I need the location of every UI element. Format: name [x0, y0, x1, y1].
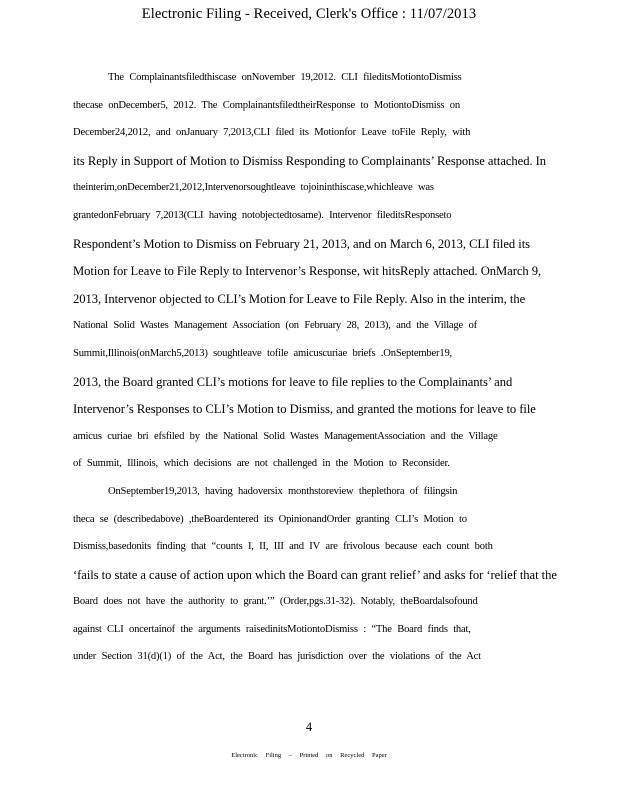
page-number: 4: [305, 720, 313, 734]
text-line: against CLI oncertainof the arguments raisedinitsMotiontoDismiss : “The Board finds that,: [73, 623, 471, 635]
text-line: Board does not have the authority to grant.’” (Order,pgs.31-32). Notably, theBoardalsofound: [73, 596, 478, 608]
text-line: National Solid Wastes Management Association (on February 28, 2013), and the Village of: [73, 320, 477, 332]
text-line: ‘fails to state a cause of action upon which the Board can grant relief’ and asks for ‘relief that the: [73, 567, 557, 582]
text-line: 2013, the Board granted CLI’s motions for leave to file replies to the Complainants’ and: [73, 374, 513, 389]
text-line: thecase onDecember5, 2012. The ComplainantsfiledtheirResponse to MotiontoDismiss on: [73, 99, 460, 111]
text-line: Intervenor’s Responses to CLI’s Motion to Dismiss, and granted the motions for leave to file: [73, 402, 536, 417]
filing-stamp-header: Electronic Filing - Received, Clerk's Office : 11/07/2013: [141, 6, 477, 22]
text-line: December24,2012, and onJanuary 7,2013,CLI filed its Motionfor Leave toFile Reply, with: [73, 127, 471, 139]
text-line: amicus curiae bri efsfiled by the National Solid Wastes ManagementAssociation and the Village: [73, 430, 498, 442]
text-line: OnSeptember19,2013, having hadoversix monthstoreview theplethora of filingsin: [108, 485, 458, 497]
text-line: theinterim,onDecember21,2012,Intervenorsoughtleave tojoininthiscase,whichleave was: [73, 182, 434, 194]
text-line: Summit,Illinois(onMarch5,2013) soughtleave tofile amicuscuriae briefs .OnSeptember19,: [73, 347, 452, 359]
text-line: Respondent’s Motion to Dismiss on February 21, 2013, and on March 6, 2013, CLI filed its: [73, 236, 530, 251]
text-line: The Complainantsfiledthiscase onNovember 19,2012. CLI fileditsMotiontoDismiss: [108, 72, 462, 83]
text-line: of Summit, Illinois, which decisions are not challenged in the Motion to Reconsider.: [73, 458, 450, 470]
text-line: under Section 31(d)(1) of the Act, the Board has jurisdiction over the violations of the Act: [73, 651, 481, 663]
recycled-paper-footer: Electronic Filing – Printed on Recycled Paper: [231, 752, 387, 759]
text-line: Motion for Leave to File Reply to Intervenor’s Response, wit hitsReply attached. OnMarch 9,: [73, 264, 542, 279]
document-body: [73, 68, 557, 675]
text-line: theca se (describedabove) ,theBoardentered its OpinionandOrder granting CLI’s Motion to: [73, 513, 467, 525]
text-line: Dismiss,basedonits finding that “counts I, II, III and IV are frivolous because each count both: [73, 541, 493, 553]
text-line: 2013, Intervenor objected to CLI’s Motion for Leave to File Reply. Also in the interim, the: [73, 291, 526, 306]
text-line: its Reply in Support of Motion to Dismiss Responding to Complainants’ Response attached. In: [73, 153, 547, 168]
text-line: grantedonFebruary 7,2013(CLI having notobjectedtosame). Intervenor fileditsResponseto: [73, 209, 452, 221]
